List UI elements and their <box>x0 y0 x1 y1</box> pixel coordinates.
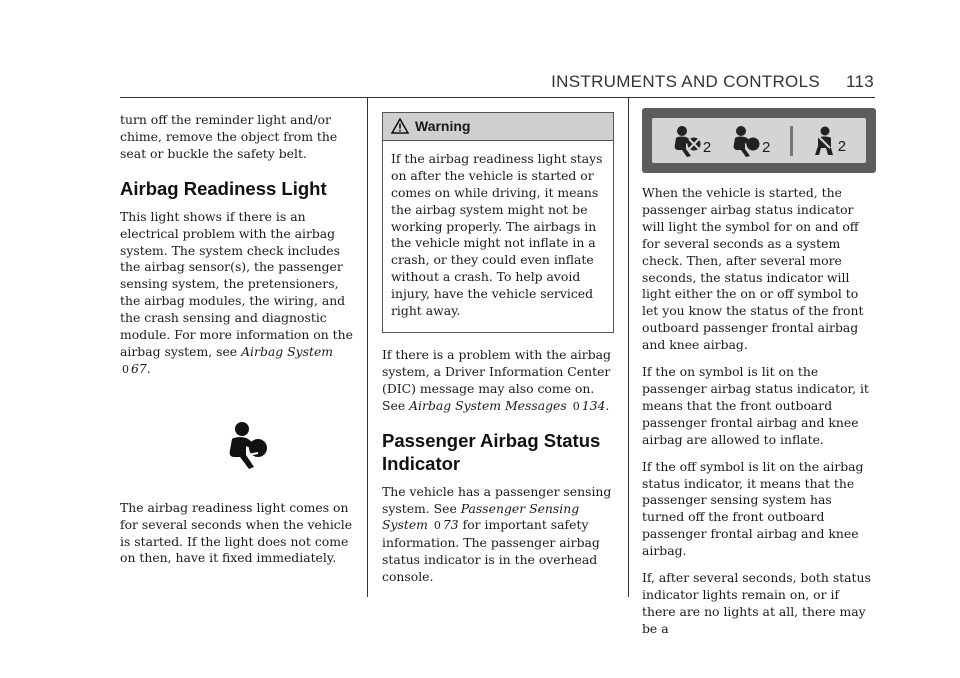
warning-box <box>382 112 614 333</box>
airbag-readiness-heading: Airbag Readiness Light <box>120 177 327 199</box>
page-number: 113 <box>845 72 874 91</box>
dic-paragraph: If there is a problem with the airbag system, a Driver Information Center (DIC) message may also come on. See Airbag System Messages 0 134. <box>382 346 611 413</box>
intro-paragraph: turn off the reminder light and/or chime, remove the object from the seat or buckle the safety belt. <box>120 112 338 161</box>
readiness-on-paragraph: The airbag readiness light comes on for several seconds when the vehicle is started. If the light does not come on then, have it fixed immediately. <box>120 499 353 566</box>
indicator-digit: 2 <box>702 138 712 156</box>
column-2 <box>382 112 614 596</box>
passenger-airbag-status-indicator <box>642 108 876 173</box>
passenger-airbag-heading: Passenger Airbag Status Indicator <box>382 429 601 474</box>
column-3 <box>642 108 876 648</box>
airbag-on-icon <box>731 125 761 157</box>
column-1 <box>120 112 356 577</box>
header-rule <box>120 97 875 98</box>
both-lights-paragraph: If, after several seconds, both status indicator lights remain on, or if there are no lights at all, there may be a <box>642 570 871 636</box>
indicator-digit: 2 <box>761 138 771 156</box>
passenger-sensing-text-2: for important safety information. The passenger airbag status indicator is in the overhead console. <box>382 517 600 585</box>
running-header <box>551 72 874 92</box>
warning-header <box>383 113 613 141</box>
status-check-paragraph: When the vehicle is started, the passenger airbag status indicator will light the symbol for on and off for several seconds as a system check. Then, after several more seconds, the status indicator will light either the on or off symbol to let you know the status of the front outboard passenger frontal airbag and knee airbag. <box>642 185 864 353</box>
airbag-messages-link[interactable]: Airbag System Messages <box>409 397 567 413</box>
airbag-off-symbol <box>672 125 711 157</box>
warning-text: If the airbag readiness light stays on after the vehicle is started or comes on while driving, it means the airbag system might not be working properly. The airbags in the vehicle might not inflate in a crash, or they could even inflate without a crash. To help avoid injury, have the vehicle serviced right away. <box>391 150 603 319</box>
passenger-sensing-text: The vehicle has a passenger sensing system. See <box>382 483 612 516</box>
dic-text: If there is a problem with the airbag system, a Driver Information Center (DIC) message may also come on. See <box>382 346 611 413</box>
airbag-system-page[interactable]: 67 <box>131 360 147 376</box>
warning-label: Warning <box>415 118 471 134</box>
page-ref-icon: 0 <box>433 519 441 533</box>
passenger-sensing-page[interactable]: 73 <box>442 517 459 533</box>
column-divider-2 <box>628 97 629 597</box>
passenger-sensing-link[interactable]: Passenger Sensing System <box>382 500 580 533</box>
readiness-text: This light shows if there is an electrical problem with the airbag system. The system check includes the airbag sensor(s), the passenger sensing system, the pretensioners, the airbag modules, the wiring, and the crash sensing and diagnostic module. For more information on the airbag system, see <box>120 208 353 359</box>
indicator-separator <box>790 126 793 156</box>
warning-body <box>383 141 613 332</box>
page-ref-icon: 0 <box>572 399 580 413</box>
indicator-face <box>652 118 866 163</box>
indicator-digit: 2 <box>837 137 847 155</box>
airbag-on-symbol <box>731 125 770 157</box>
passenger-sensing-paragraph <box>382 484 614 586</box>
warning-triangle-icon <box>391 118 409 134</box>
column-divider-1 <box>367 97 368 597</box>
on-symbol-paragraph: If the on symbol is lit on the passenger airbag status indicator, it means that the front outboard passenger frontal airbag and knee airbag are allowed to inflate. <box>642 364 869 447</box>
airbag-system-link[interactable]: Airbag System <box>241 343 334 359</box>
section-title: INSTRUMENTS AND CONTROLS <box>551 72 820 91</box>
readiness-paragraph: This light shows if there is an electrical problem with the airbag system. The system check includes the airbag sensor(s), the passenger sensing system, the pretensioners, the airbag modules, the wiring, and the crash sensing and diagnostic module. For more information on the airbag system, see Airbag System 0 67. <box>120 208 353 376</box>
airbag-off-icon <box>672 125 702 157</box>
page-ref-icon: 0 <box>122 362 129 376</box>
airbag-messages-page[interactable]: 134 <box>581 397 606 413</box>
off-symbol-paragraph: If the off symbol is lit on the airbag status indicator, it means that the passenger sensing system has turned off the front outboard passenger frontal airbag and knee airbag. <box>642 458 864 559</box>
seatbelt-symbol <box>813 126 846 156</box>
airbag-readiness-icon <box>138 421 356 474</box>
seatbelt-icon <box>813 126 837 156</box>
